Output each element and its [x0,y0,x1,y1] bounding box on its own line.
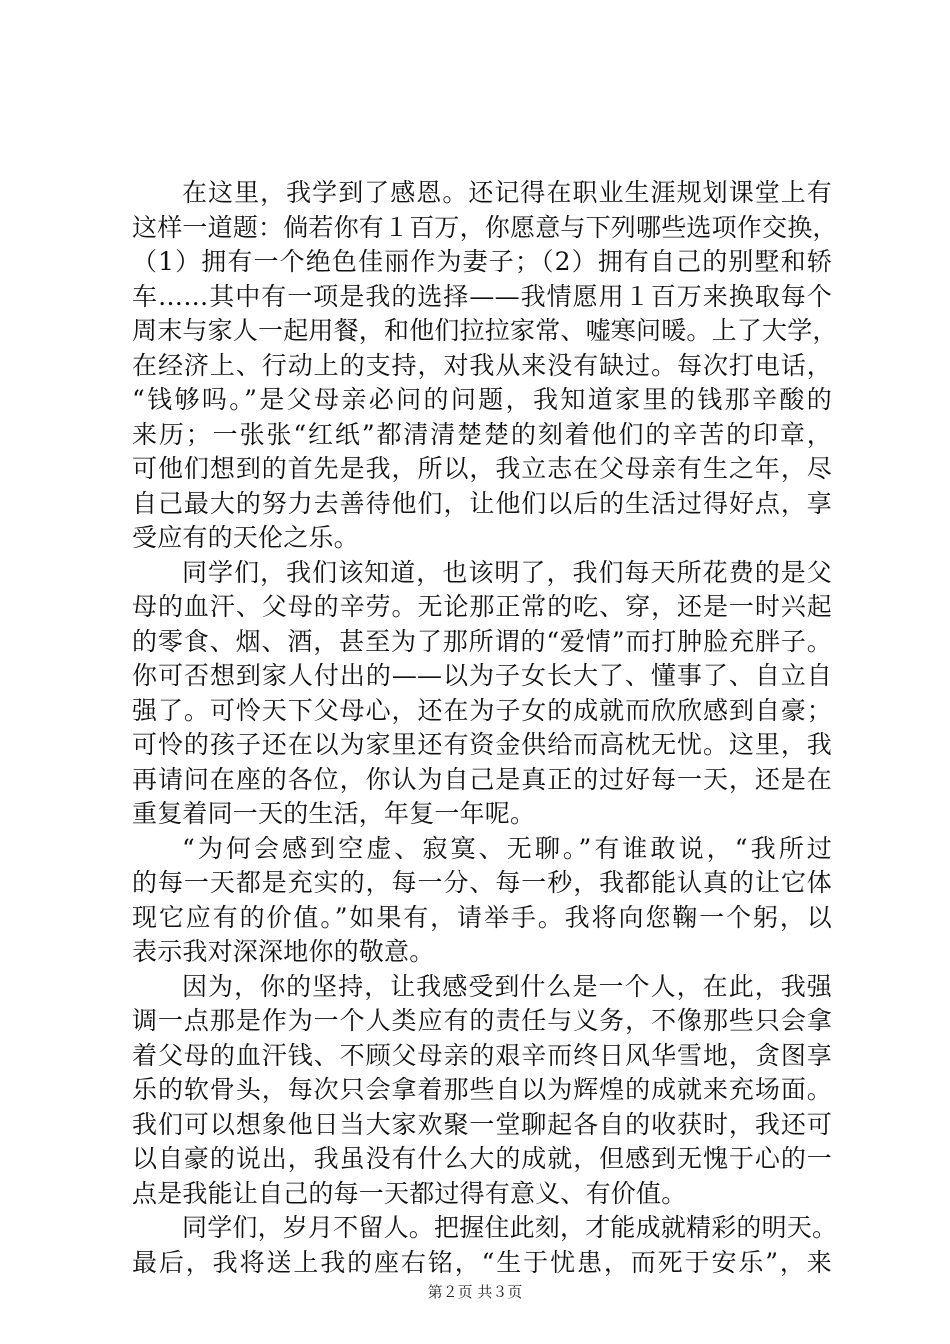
paragraph [132,1211,838,1280]
document-body [132,176,838,1280]
text-line: 来历；一张张“红纸”都清清楚楚的刻着他们的辛苦的印章， [132,419,832,449]
page-footer: 第２页 共３页 [427,1283,523,1301]
text-line: “为何会感到空虚、寂寞、无聊。”有谁敢说，“我所过 [182,833,832,863]
text-line: 现它应有的价值。”如果有，请举手。我将向您鞠一个躬，以 [132,902,832,932]
text-line: 的每一天都是充实的，每一分、每一秒，我都能认真的让它体 [132,868,832,897]
text-line: 在这里，我学到了感恩。还记得在职业生涯规划课堂上有 [182,178,832,207]
text-line: 你可否想到家人付出的——以为子女长大了、懂事了、自立自 [132,661,832,690]
text-line: 以自豪的说出，我虽没有什么大的成就，但感到无愧于心的一 [132,1144,832,1173]
text-line: 车……其中有一项是我的选择——我情愿用１百万来换取每个 [132,281,832,311]
text-line: 可他们想到的首先是我，所以，我立志在父母亲有生之年，尽 [132,454,832,483]
text-line: 重复着同一天的生活，年复一年呢。 [132,799,536,828]
paragraph [132,176,838,556]
text-line: 母的血汗、父母的辛劳。无论那正常的吃、穿，还是一时兴起 [132,592,832,621]
paragraph [132,832,832,970]
paragraph [132,556,832,832]
text-line: 受应有的天伦之乐。 [132,523,359,552]
text-line: 因为，你的坚持，让我感受到什么是一个人，在此，我强 [182,971,832,1001]
text-line: 强了。可怜天下父母心，还在为子女的成就而欣欣感到自豪； [132,695,832,725]
text-line: 可怜的孩子还在以为家里还有资金供给而高枕无忧。这里，我 [132,730,832,759]
text-line: 再请问在座的各位，你认为自己是真正的过好每一天，还是在 [132,764,832,794]
text-line: 在经济上、行动上的支持，对我从来没有缺过。每次打电话， [132,350,832,380]
text-line: 的零食、烟、酒，甚至为了那所谓的“爱情”而打肿脸充胖子。 [132,626,832,656]
text-line: “钱够吗。”是父母亲必问的问题，我知道家里的钱那辛酸的 [132,385,832,414]
paragraph [132,970,832,1212]
text-line: 点是我能让自己的每一天都过得有意义、有价值。 [132,1178,687,1208]
text-line: 表示我对深深地你的敬意。 [132,937,435,966]
text-line: 周末与家人一起用餐，和他们拉拉家常、嘘寒问暖。上了大学， [132,316,838,345]
text-line: 最后，我将送上我的座右铭，“生于忧患，而死于安乐”，来 [132,1247,832,1277]
text-line: 我们可以想象他日当大家欢聚一堂聊起各自的收获时，我还可 [132,1109,832,1139]
text-line: 这样一道题：倘若你有１百万，你愿意与下列哪些选项作交换， [132,212,838,242]
text-line: （1）拥有一个绝色佳丽作为妻子；（2）拥有自己的别墅和轿 [132,247,832,276]
text-line: 着父母的血汗钱、不顾父母亲的艰辛而终日风华雪地，贪图享 [132,1040,832,1070]
text-line: 同学们，我们该知道，也该明了，我们每天所花费的是父 [182,557,832,587]
text-line: 自己最大的努力去善待他们，让他们以后的生活过得好点，享 [132,488,832,518]
text-line: 乐的软骨头，每次只会拿着那些自以为辉煌的成就来充场面。 [132,1075,832,1104]
text-line: 调一点那是作为一个人类应有的责任与义务，不像那些只会拿 [132,1006,832,1035]
text-line: 同学们，岁月不留人。把握住此刻，才能成就精彩的明天。 [182,1213,838,1242]
